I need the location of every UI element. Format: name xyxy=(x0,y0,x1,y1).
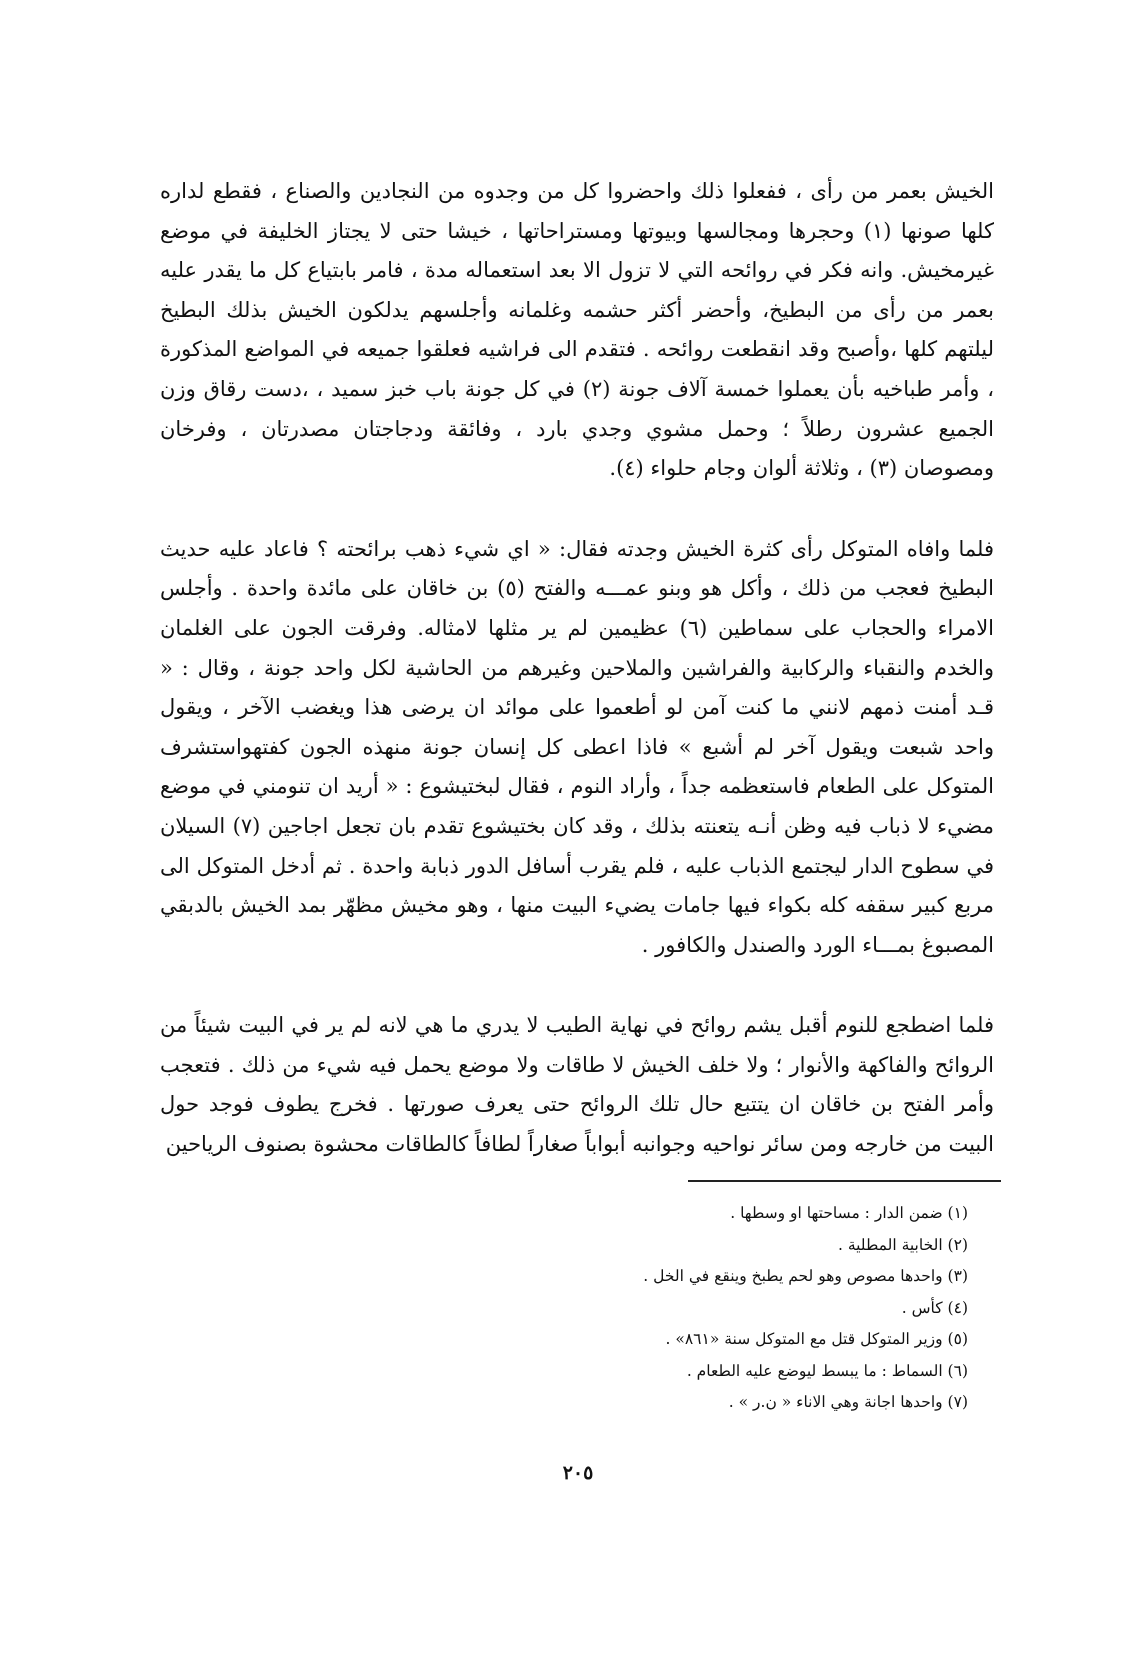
body-text xyxy=(160,172,994,1165)
paragraph-3: فلما اضطجع للنوم أقبل يشم روائح في نهاية الطيب لا يدري ما هي لانه لم ير في البيت شيئاً من الروائح والفاكهة والأنوار ؛ ولا خلف الخيش لا طاقات ولا موضع يحمل فيه شيء من ذلك . فتعجب وأمر الفتح بن خاقان ان يتتبع حال تلك الروائح حتى يعرف صورتها . فخرج يطوف فوجد حول البيت من خارجه ومن سائر نواحيه وجوانبه أبواباً صغاراً لطافاً كالطاقات محشوة بصنوف الرياحين xyxy=(160,1013,994,1157)
footnote-4: (٤) كأس . xyxy=(901,1298,968,1317)
footnote-1: (١) ضمن الدار : مساحتها او وسطها . xyxy=(730,1204,968,1222)
footnote-5: (٥) وزير المتوكل قتل مع المتوكل سنة «٨٦١» . xyxy=(665,1330,968,1348)
footnote-6: (٦) السماط : ما يبسط ليوضع عليه الطعام . xyxy=(686,1361,968,1380)
page-number: ٢٠٥ xyxy=(562,1462,594,1484)
footnote-7: (٧) واحدها اجانة وهي الاناء « ن.ر » . xyxy=(728,1393,968,1411)
footnote-3: (٣) واحدها مصوص وهو لحم يطبخ وينقع في الخل . xyxy=(643,1267,968,1285)
footnote-divider xyxy=(688,1180,1001,1182)
paragraph-2: فلما وافاه المتوكل رأى كثرة الخيش وجدته فقال: « اي شيء ذهب برائحته ؟ فاعاد عليه حديث البطيخ فعجب من ذلك ، وأكل هو وبنو عمـــه والفتح (٥) بن خاقان على مائدة واحدة . وأجلس الامراء والحجاب على سماطين (٦) عظيمين لم ير مثلها لامثاله. وفرقت الجون على الغلمان والخدم والنقباء والركابية والفراشين والملاحين وغيرهم من الحاشية لكل واحد جونة ، وقال : « قـد أمنت ذمهم لانني ما كنت آمن لو أطعموا على موائد ان يرضى هذا ويغضب الآخر ، ويقول واحد شبعت ويقول آخر لم أشبع » فاذا اعطى كل إنسان جونة منهذه الجون كفتهواستشرف المتوكل على الطعام فاستعظمه جداً ، وأراد النوم ، فقال لبختيشوع : « أريد ان تنومني في موضع مضيء لا ذباب فيه وظن أنـه يتعنته بذلك ، وقد كان بختيشوع تقدم بان تجعل اجاجين (٧) السيلان في سطوح الدار ليجتمع الذباب عليه ، فلم يقرب أسافل الدور ذبابة واحدة . ثم أدخل المتوكل الى مربع كبير سقفه كله بكواء فيها جامات يضيء البيت منها ، وهو مخيش مظهّر بمد الخيش بالدبقي المصبوغ بمـــاء الورد والصندل والكافور . xyxy=(160,536,995,957)
paragraph-1: الخيش بعمر من رأى ، ففعلوا ذلك واحضروا كل من وجدوه من النجادين والصناع ، فقطع لداره كلها صونها (١) وحجرها ومجالسها وبيوتها ومستراحاتها ، خيشا حتى لا يجتاز الخليفة في موضع غيرمخيش. وانه فكر في روائحه التي لا تزول الا بعد استعماله مدة ، فامر بابتياع كل ما يقدر عليه بعمر من رأى من البطيخ، وأحضر أكثر حشمه وغلمانه وأجلسهم يدلكون الخيش بذلك البطيخ ليلتهم كلها ،وأصبح وقد انقطعت روائحه . فتقدم الى فراشيه فعلقوا جميعه في المواضع المذكورة ، وأمر طباخيه بأن يعملوا خمسة آلاف جونة (٢) في كل جونة باب خبز سميد ، ،دست رقاق وزن الجميع عشرون رطلاً ؛ وحمل مشوي وجدي بارد ، وفائقة ودجاجتان مصدرتان ، وفرخان ومصوصان (٣) ، وثلاثة ألوان وجام حلواء (٤). xyxy=(160,179,994,481)
footnotes xyxy=(643,1198,968,1419)
footnote-2: (٢) الخابية المطلية . xyxy=(837,1235,968,1254)
